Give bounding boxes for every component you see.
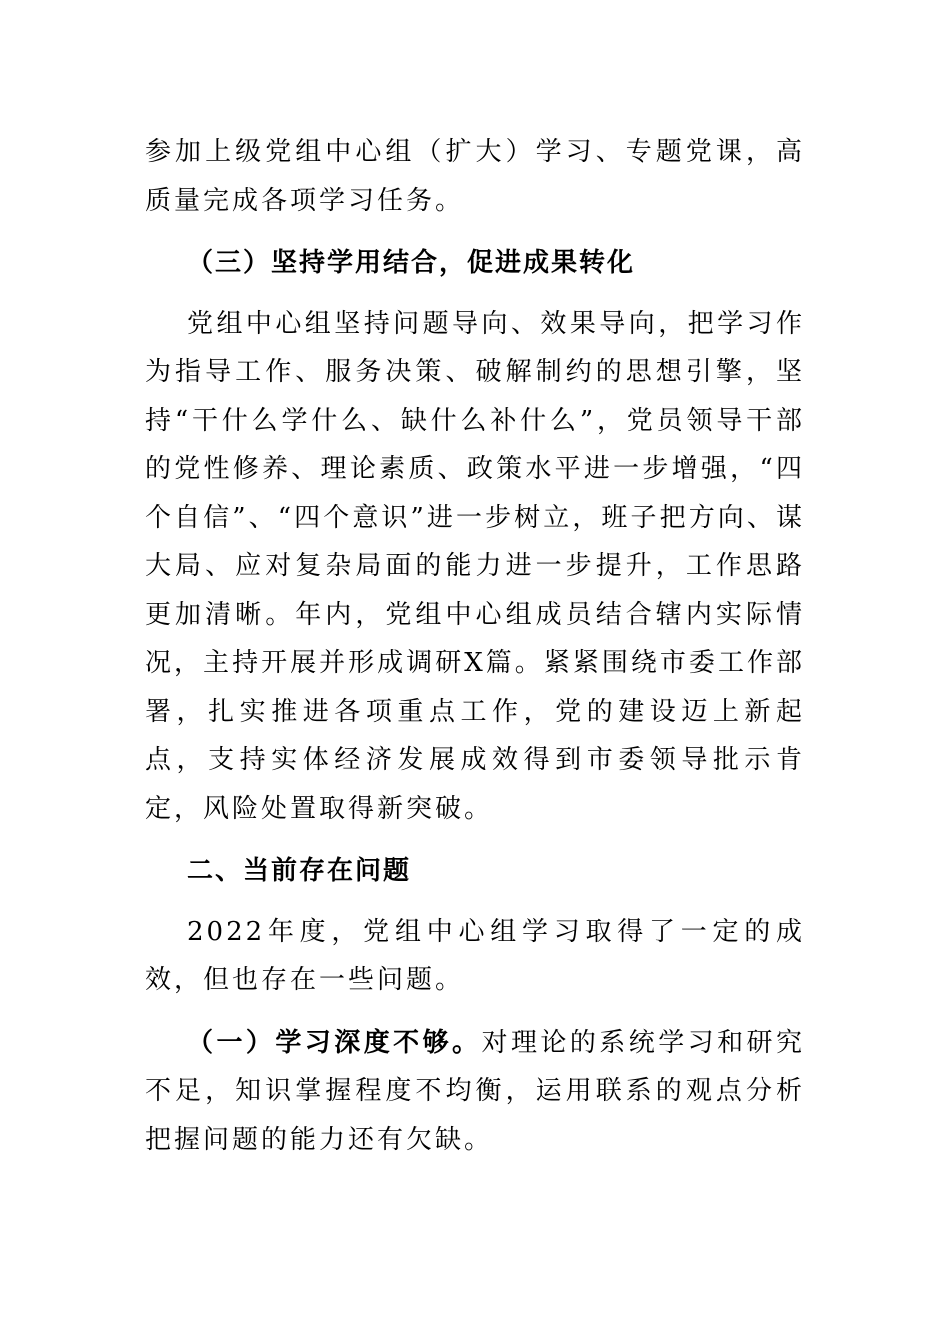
paragraph-continued: 参加上级党组中心组（扩大）学习、专题党课，高质量完成各项学习任务。 (145, 137, 805, 216)
problem-1-body: 对理论的系统学习和研究不足，知识掌握程度不均衡，运用联系的观点分析把握问题的能力还有欠缺。 (145, 1027, 805, 1155)
document-page (145, 128, 805, 1164)
part-heading-2: 二、当前存在问题 (187, 856, 412, 886)
paragraph-problems-intro: 2022年度，党组中心组学习取得了一定的成效，但也存在一些问题。 (145, 916, 805, 995)
section-heading-3: （三）坚持学用结合，促进成果转化 (187, 248, 636, 278)
problem-1-lead: （一）学习深度不够。 (187, 1027, 482, 1058)
paragraph-results: 党组中心组坚持问题导向、效果导向，把学习作为指导工作、服务决策、破解制约的思想引擎，坚持“干什么学什么、缺什么补什么”，党员领导干部的党性修养、理论素质、政策水平进一步增强，“四个自信”、“四个意识”进一步树立，班子把方向、谋大局、应对复杂局面的能力进一步提升，工作思路更加清晰。年内，党组中心组成员结合辖内实际情况，主持开展并形成调研X篇。紧紧围绕市委工作部署，扎实推进各项重点工作，党的建设迈上新起点，支持实体经济发展成效得到市委领导批示肯定，风险处置取得新突破。 (145, 308, 805, 824)
paragraph-problem-1 (145, 1019, 805, 1165)
